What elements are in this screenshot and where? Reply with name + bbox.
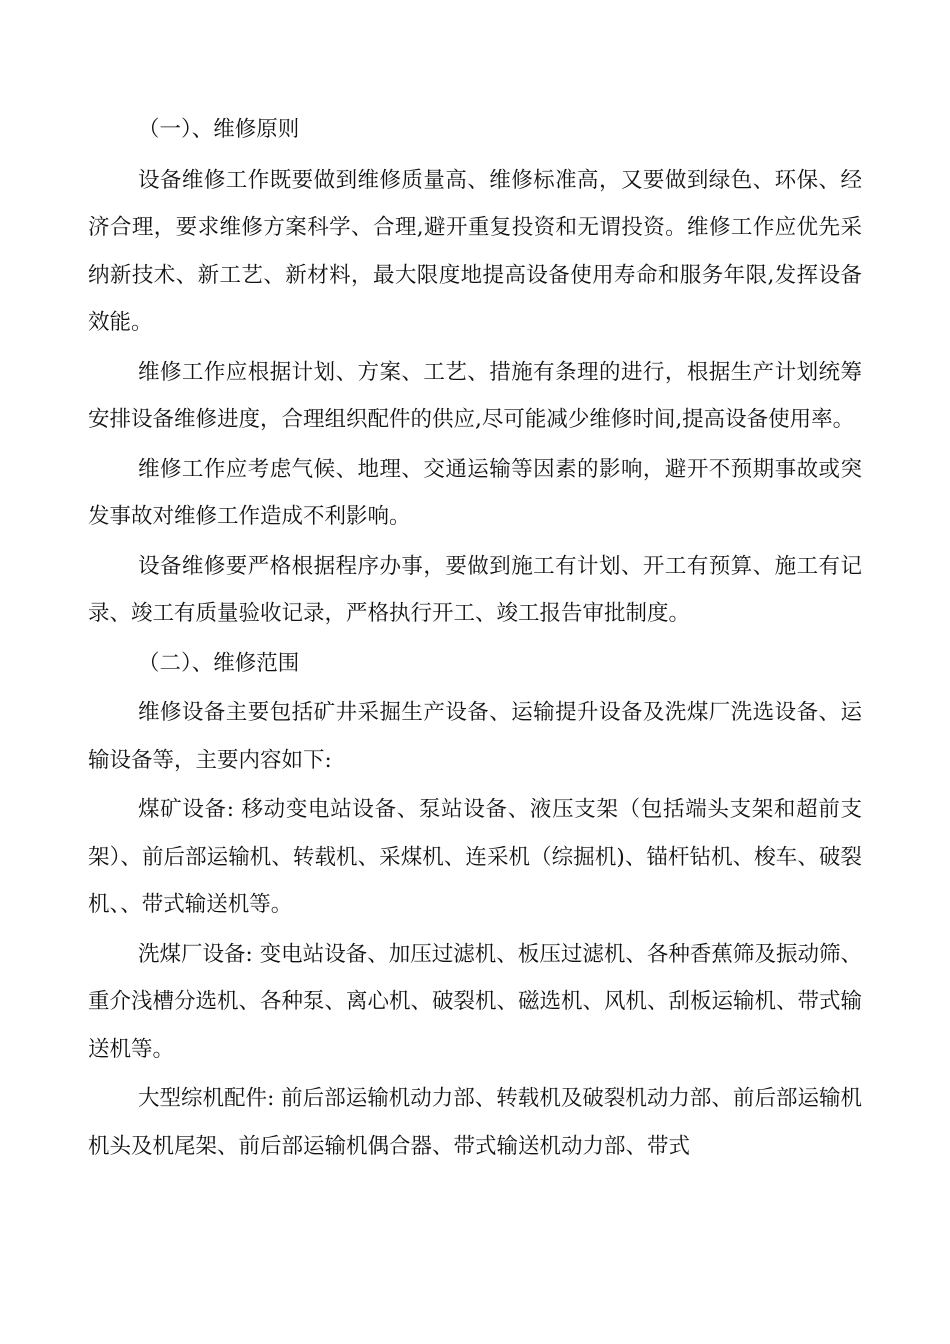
paragraph-scope-overview: 维修设备主要包括矿井采掘生产设备、运输提升设备及洗煤厂洗选设备、运输设备等，主要内容如下: bbox=[88, 700, 862, 773]
section-heading-repair-scope: （二）、维修范围 bbox=[138, 650, 300, 676]
paragraph-coal-mine-equipment: 煤矿设备: 移动变电站设备、泵站设备、液压支架（包括端头支架和超前支架）、前后部运输机、转载机、采煤机、连采机（综掘机)、锚杆钻机、梭车、破裂机、、带式输送机等。 bbox=[88, 797, 862, 917]
document-body bbox=[88, 106, 862, 1172]
paragraph-washery-equipment: 洗煤厂设备: 变电站设备、加压过滤机、板压过滤机、各种香蕉筛及振动筛、重介浅槽分选机、各种泵、离心机、破裂机、磁选机、风机、刮板运输机、带式输送机等。 bbox=[88, 941, 863, 1062]
paragraph-procedures: 设备维修要严格根据程序办事，要做到施工有计划、开工有预算、施工有记录、竣工有质量验收记录，严格执行开工、竣工报告审批制度。 bbox=[88, 553, 862, 626]
paragraph-repair-quality: 设备维修工作既要做到维修质量高、维修标准高，又要做到绿色、环保、经济合理，要求维修方案科学、合理,避开重复投资和无谓投资。维修工作应优先采纳新技术、新工艺、新材料，最大限度地提高设备使用寿命和服务年限,发挥设备效能。 bbox=[88, 167, 862, 335]
paragraph-environmental-factors: 维修工作应考虑气候、地理、交通运输等因素的影响，避开不预期事故或突发事故对维修工作造成不利影响。 bbox=[88, 456, 862, 529]
section-heading-repair-principles: （一）、维修原则 bbox=[138, 117, 300, 142]
paragraph-large-machine-parts: 大型综机配件: 前后部运输机动力部、转载机及破裂机动力部、前后部运输机机头及机尾架、前后部运输机偶合器、带式输送机动力部、带式 bbox=[88, 1086, 862, 1159]
paragraph-repair-planning: 维修工作应根据计划、方案、工艺、措施有条理的进行，根据生产计划统筹安排设备维修进度，合理组织配件的供应,尽可能减少维修时间,提高设备使用率。 bbox=[88, 359, 862, 432]
